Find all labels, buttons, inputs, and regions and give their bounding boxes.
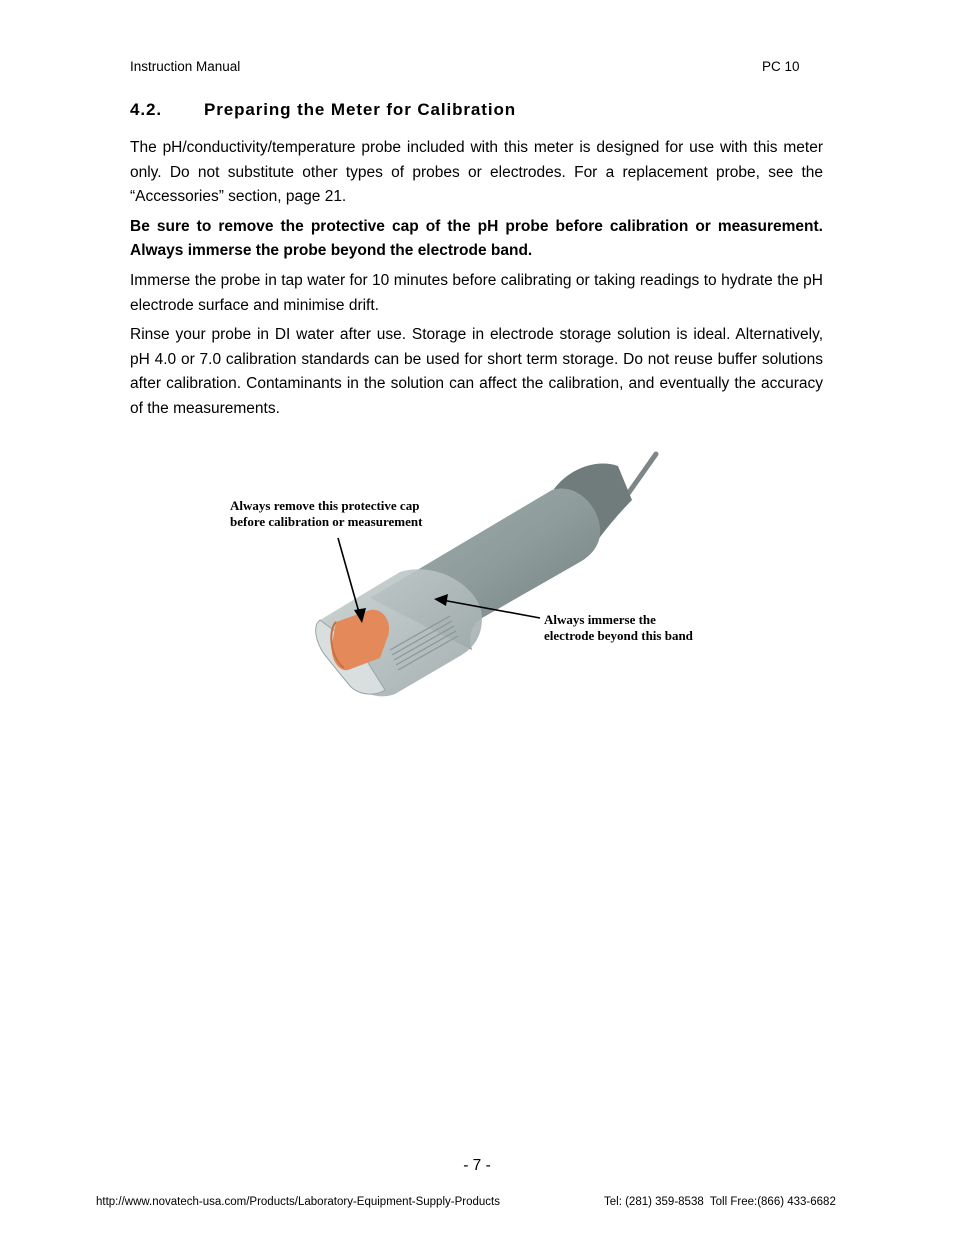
page-number: - 7 - (463, 1157, 491, 1174)
paragraph-storage: Rinse your probe in DI water after use. Storage in electrode storage solution is ideal. Alternatively, pH 4.0 or 7.0 calibration standards can be used for short term storage. Do not reuse buffer solutions after calibration. Contaminants in the solution can affect the calibration, and eventually the accuracy of the measurements. (130, 326, 823, 417)
paragraph-probe-info: The pH/conductivity/temperature probe included with this meter is designed for use with this meter only. Do not substitute other types of probes or electrodes. For a replacement probe, see the “Accessories” section, page 21. (130, 139, 823, 206)
callout-band-line1: Always immerse the (544, 612, 656, 627)
section-number: 4.2. (130, 100, 162, 119)
paragraph-warning: Be sure to remove the protective cap of the pH probe before calibration or measurement. Always immerse the probe beyond the electrode band. (130, 217, 823, 260)
callout-band-line2: electrode beyond this band (544, 628, 693, 643)
footer-contact: Tel: (281) 359-8538 Toll Free:(866) 433-6682 (604, 1196, 836, 1208)
probe-figure (220, 450, 730, 710)
header-model: PC 10 (762, 59, 800, 74)
section-title: Preparing the Meter for Calibration (204, 100, 517, 119)
callout-cap-line1: Always remove this protective cap (230, 498, 420, 513)
section-heading (130, 100, 516, 120)
body-text (130, 136, 823, 427)
header-title: Instruction Manual (130, 59, 241, 74)
callout-immerse-band (544, 612, 693, 644)
callout-remove-cap (230, 498, 422, 530)
probe-illustration (220, 450, 730, 710)
paragraph-hydrate: Immerse the probe in tap water for 10 minutes before calibrating or taking readings to hydrate the pH electrode surface and minimise drift. (130, 271, 823, 314)
footer-url: http://www.novatech-usa.com/Products/Laboratory-Equipment-Supply-Products (96, 1196, 500, 1208)
callout-cap-line2: before calibration or measurement (230, 514, 423, 529)
